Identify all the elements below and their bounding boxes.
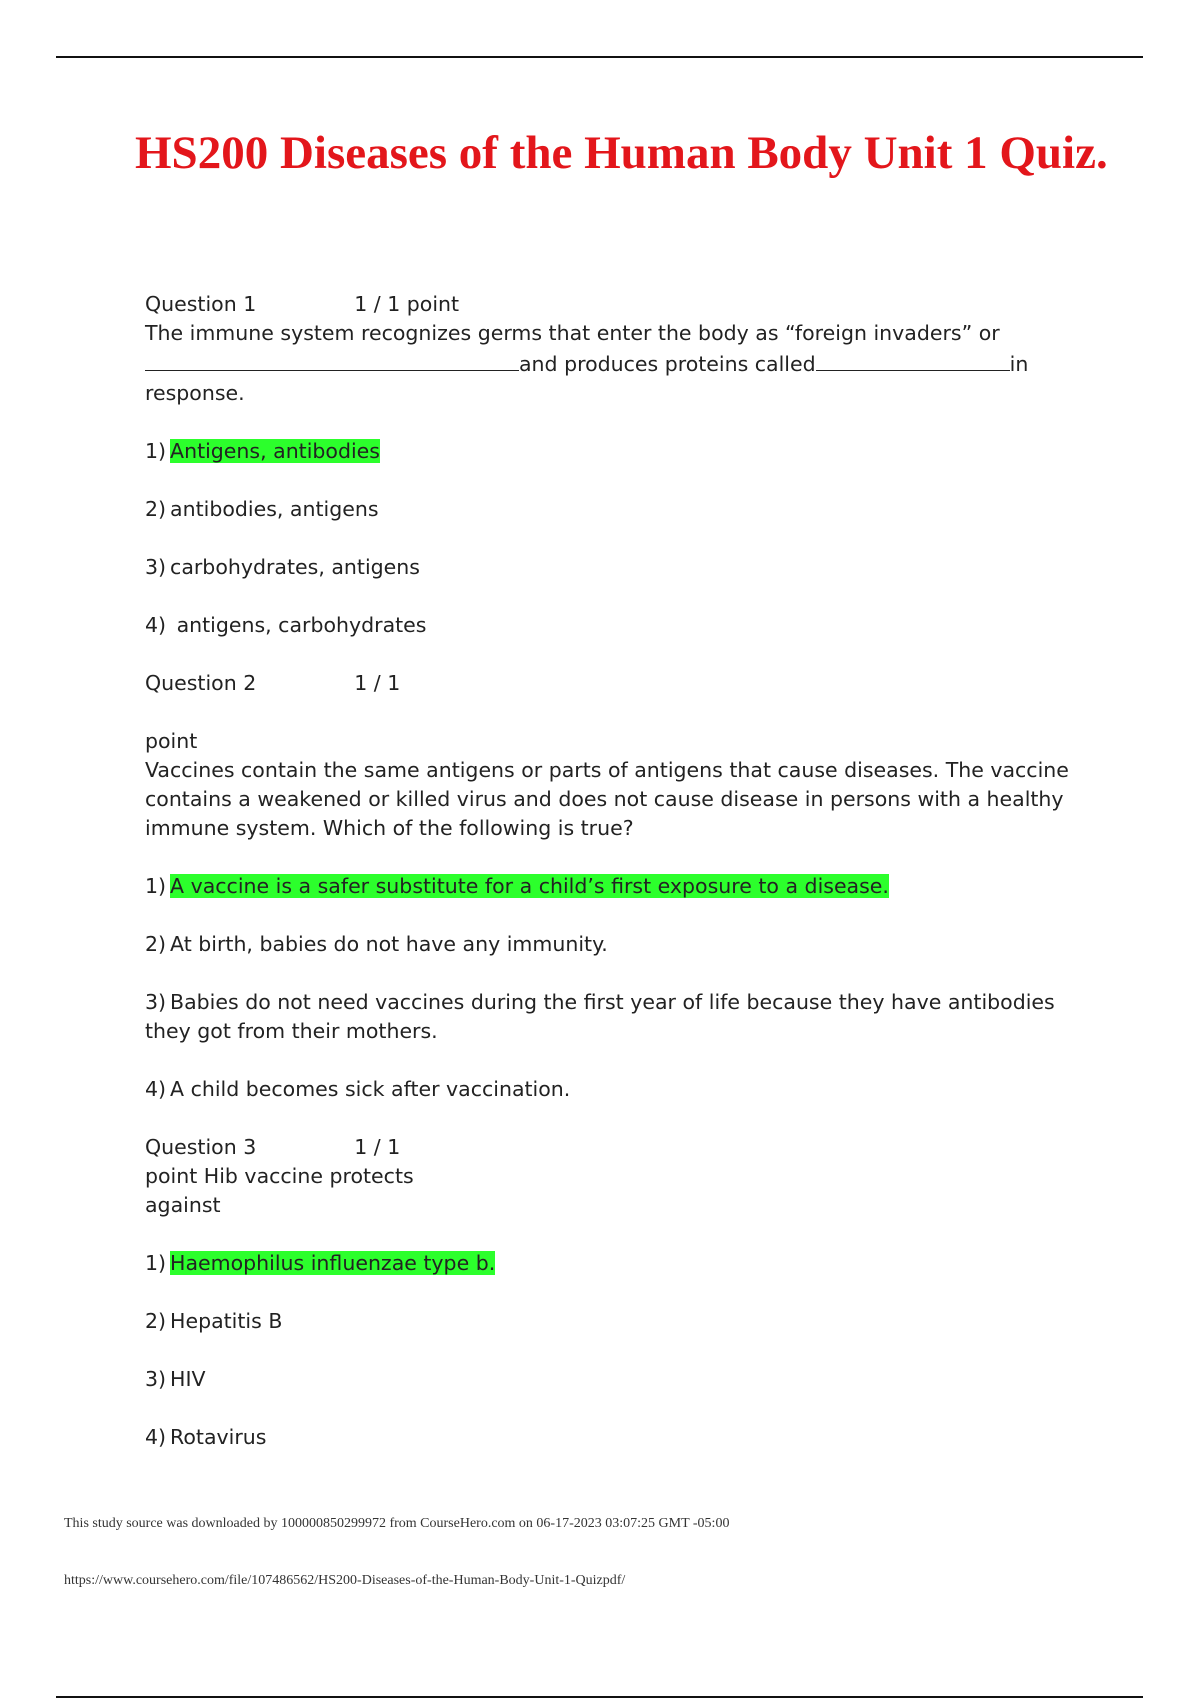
bottom-rule <box>56 1696 1143 1698</box>
option-text: Hepatitis B <box>170 1309 283 1333</box>
option <box>145 1307 1085 1336</box>
question-2-label: Question 2 <box>145 671 257 695</box>
question-3-header <box>145 1133 1085 1162</box>
option-text: At birth, babies do not have any immunity. <box>170 932 608 956</box>
option-text-correct: Antigens, antibodies <box>170 439 380 463</box>
option-text: Rotavirus <box>170 1425 267 1449</box>
option <box>145 1423 1085 1452</box>
option-number: 4) <box>145 1425 167 1449</box>
question-1-label: Question 1 <box>145 292 257 316</box>
source-url[interactable]: https://www.coursehero.com/file/107486562/HS200-Diseases-of-the-Human-Body-Unit-1-Quizpdf/ <box>64 1573 626 1588</box>
option-number: 3) <box>145 1367 167 1391</box>
option-number: 4) <box>145 613 167 637</box>
question-2-point: point <box>145 729 198 753</box>
option-text: Babies do not need vaccines during the first year of life because they have antibodies they got from their mothers. <box>145 990 1055 1043</box>
question-1-text-c: in <box>1009 352 1029 376</box>
option <box>145 1075 1085 1104</box>
question-2-score: 1 / 1 <box>354 671 401 695</box>
question-2-text: Vaccines contain the same antigens or parts of antigens that cause diseases. The vaccine contains a weakened or killed virus and does not cause disease in persons with a healthy immune system. Which of the following is true? <box>145 758 1069 840</box>
question-3-text-a: point Hib vaccine protects <box>145 1164 414 1188</box>
question-1-text-d: response. <box>145 381 245 405</box>
option <box>145 553 1085 582</box>
option-number: 2) <box>145 932 167 956</box>
question-1-header <box>145 290 1085 319</box>
option-text: carbohydrates, antigens <box>170 555 420 579</box>
option-number: 3) <box>145 990 167 1014</box>
option-number: 1) <box>145 439 167 463</box>
download-note: This study source was downloaded by 100000850299972 from CourseHero.com on 06-17-2023 03:07:25 GMT -05:00 <box>64 1516 730 1531</box>
option-number: 2) <box>145 1309 167 1333</box>
option-text: antibodies, antigens <box>170 497 379 521</box>
top-rule <box>56 56 1143 58</box>
question-2 <box>145 669 1085 1104</box>
option-text: HIV <box>170 1367 206 1391</box>
option-number: 1) <box>145 874 167 898</box>
question-3 <box>145 1133 1085 1452</box>
option-text: antigens, carbohydrates <box>170 613 427 637</box>
question-1 <box>145 290 1085 640</box>
option <box>145 1365 1085 1394</box>
option-number: 3) <box>145 555 167 579</box>
question-3-label: Question 3 <box>145 1135 257 1159</box>
question-2-header <box>145 669 1085 698</box>
option-text: A child becomes sick after vaccination. <box>170 1077 571 1101</box>
question-3-score: 1 / 1 <box>354 1135 401 1159</box>
answer-blank-1 <box>145 348 519 371</box>
option-text-correct: Haemophilus influenzae type b. <box>170 1251 496 1275</box>
quiz-content <box>145 290 1085 1452</box>
document-title: HS200 Diseases of the Human Body Unit 1 Quiz. <box>135 127 1108 179</box>
option <box>145 437 1085 466</box>
option <box>145 611 1085 640</box>
option <box>145 930 1085 959</box>
option <box>145 1249 1085 1278</box>
option-text-correct: A vaccine is a safer substitute for a child’s first exposure to a disease. <box>170 874 889 898</box>
answer-blank-2 <box>816 348 1010 371</box>
question-1-text-b: and produces proteins called <box>519 352 816 376</box>
option-number: 4) <box>145 1077 167 1101</box>
option <box>145 988 1085 1046</box>
option <box>145 872 1085 901</box>
question-1-score: 1 / 1 point <box>354 292 460 316</box>
option-number: 1) <box>145 1251 167 1275</box>
question-1-text-a: The immune system recognizes germs that enter the body as “foreign invaders” or <box>145 321 1000 345</box>
question-3-text-b: against <box>145 1193 221 1217</box>
option-number: 2) <box>145 497 167 521</box>
option <box>145 495 1085 524</box>
question-1-text <box>145 319 1085 408</box>
